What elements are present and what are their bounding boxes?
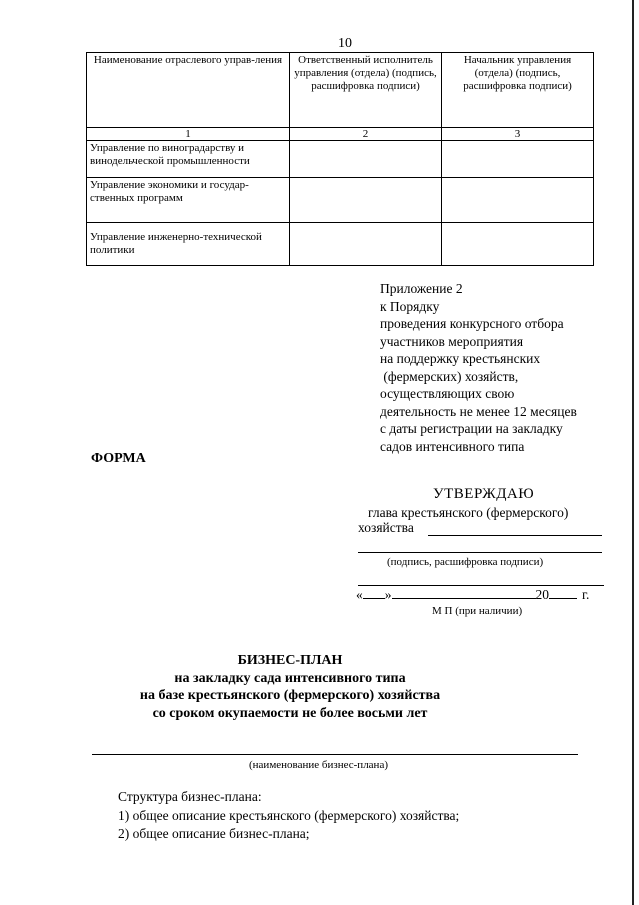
appendix-line: проведения конкурсного отбора [380,316,564,331]
appendix-line: Приложение 2 [380,281,463,296]
column-number: 1 [87,128,290,141]
appendix-line: участников мероприятия [380,333,524,349]
signature-cell [290,178,442,223]
day-fill-line [363,598,385,599]
farm-name-fill-line [428,535,602,536]
signature-cell [442,178,594,223]
appendix-line: на поддержку крестьянских [380,351,541,366]
signature-cell [290,223,442,266]
column-number: 3 [442,128,594,141]
signature-caption: (подпись, расшифровка подписи) [387,556,544,568]
table-row [87,178,594,223]
signature-cell [290,141,442,178]
appendix-line: к Порядку [380,298,440,314]
row-department-name: Управление инженерно-технической политики [87,223,290,266]
approval-farm-line: хозяйства [358,520,414,535]
date-open-quote: « [356,587,363,602]
business-plan-subtitle: на закладку сада интенсивного типа [174,671,406,686]
structure-heading: Структура бизнес-плана: [118,789,262,804]
row-department-name: Управление по виноградарству и винодельческой промышленности [87,141,290,178]
year-prefix: 20 [535,587,549,602]
column-number: 2 [290,128,442,141]
row-department-name: Управление экономики и государ-ственных программ [87,178,290,223]
appendix-line: с даты регистрации на закладку [380,421,563,436]
form-label: ФОРМА [91,451,146,466]
table-column-numbers-row [87,128,594,141]
approval-date [356,587,589,603]
extra-fill-line [358,585,604,586]
business-plan-subtitle: на базе крестьянского (фермерского) хозяйства [139,688,441,703]
appendix-line: осуществляющих свою [380,386,515,401]
header-department-name: Наименование отраслевого управ-ления [87,53,290,128]
plan-name-fill-line [92,754,578,755]
date-suffix: г. [582,587,590,602]
approval-title: УТВЕРЖДАЮ [433,486,535,502]
appendix-line: садов интенсивного типа [380,438,525,454]
signature-fill-line [358,552,602,553]
appendix-line: (фермерских) хозяйств, [380,368,519,384]
stamp-caption: М П (при наличии) [432,605,523,617]
business-plan-subtitle: со сроком окупаемости не более восьми лет [152,706,428,721]
page-edge-border [632,0,634,905]
appendix-line: деятельность не менее 12 месяцев [380,403,577,419]
table-row [87,141,594,178]
structure-item: 1) общее описание крестьянского (фермерского) хозяйства; [118,808,460,823]
header-department-head: Начальник управления (отдела) (подпись, расшифровка подписи) [442,53,594,128]
structure-item: 2) общее описание бизнес-плана; [118,826,310,841]
business-plan-title: БИЗНЕС-ПЛАН [237,653,343,668]
appendix-reference [380,280,577,455]
approval-position-line: глава крестьянского (фермерского) [368,505,569,520]
signature-cell [442,141,594,178]
header-responsible-executor: Ответственный исполнитель управления (отдела) (подпись, расшифровка подписи) [290,53,442,128]
date-close-quote: » [384,587,392,602]
table-row [87,223,594,266]
plan-name-caption: (наименование бизнес-плана) [249,759,388,771]
month-fill-line [392,598,536,599]
signature-cell [442,223,594,266]
year-fill-line [549,598,577,599]
table-header-row [87,53,594,128]
signature-table [86,52,594,266]
page-number: 10 [338,36,352,51]
